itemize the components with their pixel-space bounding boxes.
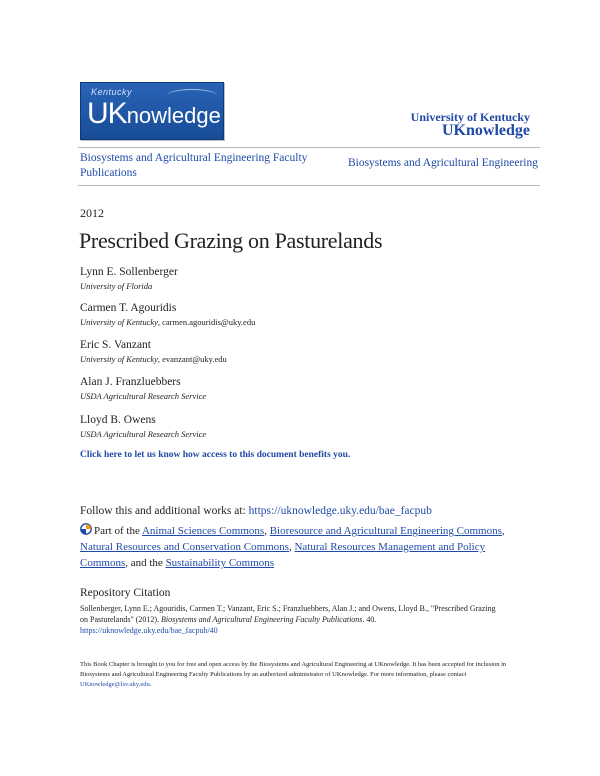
- bottom-divider: [78, 185, 540, 186]
- logo-kentucky-text: Kentucky: [91, 87, 133, 97]
- university-link[interactable]: University of Kentucky: [410, 110, 530, 124]
- bioresource-ag-engineering-commons-link[interactable]: Bioresource and Agricultural Engineering Commons: [269, 525, 502, 537]
- author-name: Lynn E. Sollenberger: [80, 266, 178, 278]
- author-name: Lloyd B. Owens: [80, 414, 156, 426]
- author-block: [80, 302, 255, 327]
- top-divider: [78, 147, 540, 148]
- author-block: [80, 339, 227, 364]
- collection-url-link[interactable]: https://uknowledge.uky.edu/bae_facpub: [248, 505, 432, 517]
- follow-line: [80, 505, 432, 517]
- logo-wordmark: UKnowledge: [87, 97, 221, 130]
- sustainability-commons-link[interactable]: Sustainability Commons: [165, 557, 275, 569]
- open-access-icon: [80, 523, 92, 535]
- benefit-feedback-link[interactable]: Click here to let us know how access to this document benefits you.: [80, 450, 351, 460]
- author-block: [80, 266, 178, 291]
- uknowledge-logo[interactable]: [80, 82, 224, 140]
- paper-title: Prescribed Grazing on Pasturelands: [79, 228, 383, 253]
- contact-email-link[interactable]: UKnowledge@lsv.uky.edu: [80, 681, 150, 688]
- repository-citation-heading: Repository Citation: [80, 587, 171, 599]
- author-affiliation: University of Florida: [80, 281, 153, 291]
- author-block: [80, 376, 206, 401]
- citation-url-link[interactable]: https://uknowledge.uky.edu/bae_facpub/40: [80, 626, 218, 635]
- author-name: Carmen T. Agouridis: [80, 302, 177, 314]
- author-name: Alan J. Franzluebbers: [80, 376, 181, 388]
- collection-link-left[interactable]: Biosystems and Agricultural Engineering Faculty Publications: [80, 152, 308, 179]
- author-affiliation: University of Kentucky, evanzant@uky.edu: [80, 354, 227, 364]
- author-block: [80, 414, 206, 439]
- discipline-commons: Part of the Animal Sciences Commons, Bioresource and Agricultural Engineering Commons, Natural Resources and Conservation Commons, Natural Resources Management and Policy Commons, and the Sustainability Commons: [80, 525, 505, 569]
- natural-resources-management-policy-commons-link[interactable]: Natural Resources Management and Policy Commons: [80, 541, 486, 569]
- repository-citation-text: Sollenberger, Lynn E.; Agouridis, Carmen T.; Vanzant, Eric S.; Franzluebbers, Alan J.; and Owens, Lloyd B., "Prescribed Grazing on Pasturelands" (2012). Biosystems and Agricultural Engineering Faculty Publications. 40. https://uknowledge.uky.edu/bae_facpub/40: [80, 604, 496, 635]
- author-affiliation: USDA Agricultural Research Service: [80, 429, 207, 439]
- follow-label: Follow this and additional works at:: [80, 505, 249, 517]
- collection-link-right[interactable]: Biosystems and Agricultural Engineering: [347, 157, 538, 169]
- repository-link[interactable]: UKnowledge: [442, 122, 530, 139]
- natural-resources-conservation-commons-link[interactable]: Natural Resources and Conservation Commons: [80, 541, 289, 553]
- access-notice: This Book Chapter is brought to you for free and open access by the Biosystems and Agricultural Engineering at UKnowledge. It has been accepted for inclusion in Biosystems and Agricultural Engineering Faculty Publications by an authorized administrator of UKnowledge. For more information, please contact UKnowledge@lsv.uky.edu.: [80, 661, 507, 688]
- author-affiliation: University of Kentucky, carmen.agouridis@uky.edu: [80, 317, 256, 327]
- publication-year: 2012: [80, 206, 104, 220]
- author-affiliation: USDA Agricultural Research Service: [80, 391, 207, 401]
- author-name: Eric S. Vanzant: [80, 339, 152, 351]
- animal-sciences-commons-link[interactable]: Animal Sciences Commons: [141, 525, 265, 537]
